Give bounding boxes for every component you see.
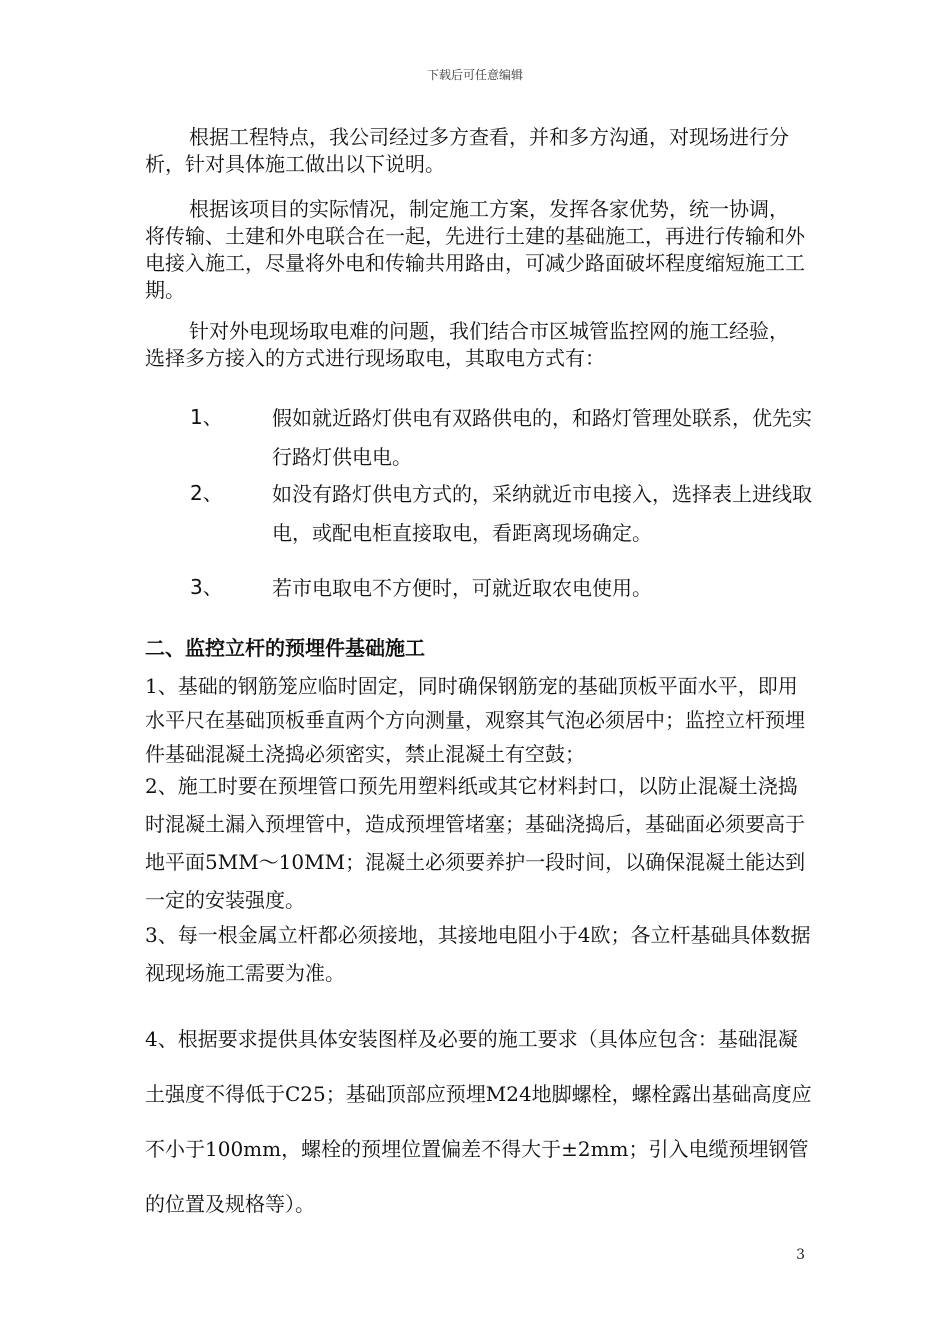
list-text: 如没有路灯供电方式的，采纳就近市电接入，选择表上进线取电，或配电柜直接取电，看距离现场确定。 — [272, 482, 812, 545]
list-number: 2、 — [190, 481, 223, 505]
page-number: 3 — [796, 1247, 805, 1263]
paragraph-text: 针对外电现场取电难的问题，我们结合市区城管监控网的施工经验，选择多方接入的方式进行现场取电，其取电方式有： — [145, 319, 789, 370]
section-item: 3、每一根金属立杆都必须接地，其接地电阻小于4欧；各立杆基础具体数据视现场施工需要为准。 — [145, 923, 811, 985]
section-heading: 二、监控立杆的预埋件基础施工 — [145, 636, 425, 660]
page-header: 下载后可任意编辑 — [426, 68, 523, 82]
paragraph-1 — [145, 124, 805, 178]
paragraph-text: 根据该项目的实际情况，制定施工方案，发挥各家优势，统一协调，将传输、土建和外电联合在一起，先进行土建的基础施工，再进行传输和外电接入施工，尽量将外电和传输共用路由，可减少路面破坏程度缩短施工工期。 — [145, 197, 805, 302]
paragraph-text: 根据工程特点，我公司经过多方查看，并和多方沟通，对现场进行分析，针对具体施工做出以下说明。 — [145, 125, 789, 176]
paragraph-3 — [145, 318, 805, 372]
section-item: 4、根据要求提供具体安装图样及必要的施工要求（具体应包含：基础混凝土强度不得低于C25；基础顶部应预埋M24地脚螺栓，螺栓露出基础高度应不小于100mm，螺栓的预埋位置偏差不得大于±2mm；引入电缆预埋钢管的位置及规格等）。 — [145, 1027, 812, 1216]
section-item: 1、基础的钢筋笼应临时固定，同时确保钢筋宠的基础顶板平面水平，即用水平尺在基础顶板垂直两个方向测量，观察其气泡必须居中；监控立杆预埋件基础混凝土浇捣必须密实，禁止混凝土有空鼓； — [145, 674, 805, 766]
list-text: 若市电取电不方便时，可就近取农电使用。 — [272, 576, 652, 600]
section-item: 2、施工时要在预埋管口预先用塑料纸或其它材料封口，以防止混凝土浇捣时混凝土漏入预埋管中，造成预埋管堵塞；基础浇捣后，基础面必须要高于地平面5MM～10MM；混凝土必须要养护一段时间，以确保混凝土能达到一定的安装强度。 — [145, 774, 806, 912]
list-number: 3、 — [190, 575, 223, 599]
paragraph-2 — [145, 196, 805, 304]
list-text: 假如就近路灯供电有双路供电的，和路灯管理处联系，优先实行路灯供电电。 — [272, 406, 812, 469]
list-number: 1、 — [190, 405, 223, 429]
